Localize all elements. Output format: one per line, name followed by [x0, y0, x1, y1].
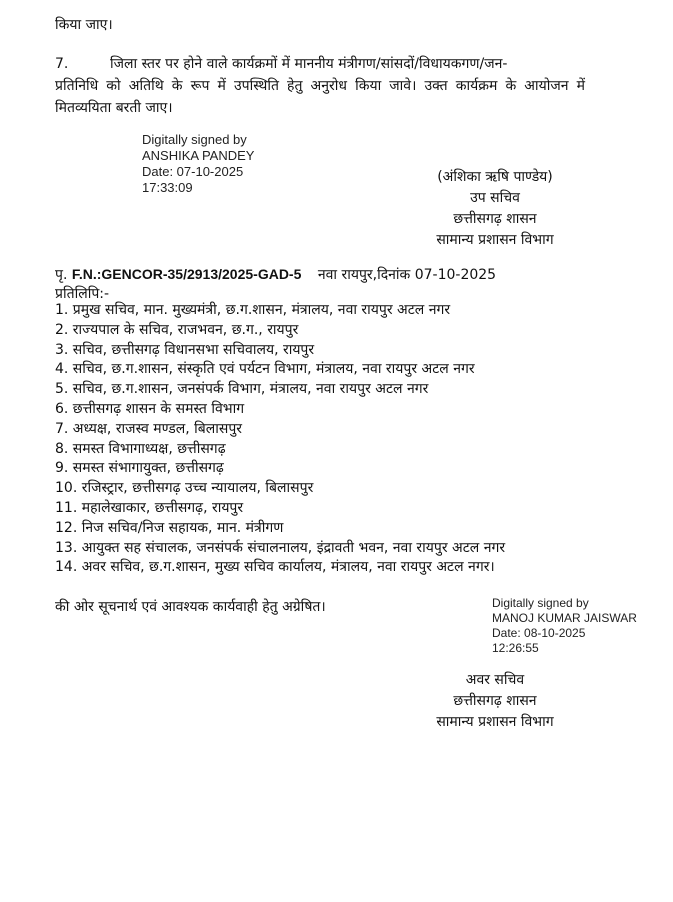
forward-note: की ओर सूचनार्थ एवं आवश्यक कार्यवाही हेतु अग्रेषित।: [55, 599, 326, 615]
copy-list-item: 3. सचिव, छत्तीसगढ़ विधानसभा सचिवालय, रायपुर: [55, 341, 315, 358]
copy-list-item: 11. महालेखाकार, छत्तीसगढ़, रायपुर: [55, 499, 244, 516]
signature-date: Date: 08-10-2025: [492, 626, 586, 640]
paragraph-first-line: जिला स्तर पर होने वाले कार्यक्रमों में माननीय मंत्रीगण/सांसदों/विधायकगण/जन-: [110, 56, 508, 72]
file-number: F.N.:GENCOR-35/2913/2025-GAD-5: [71, 266, 302, 282]
copy-list-item: 9. समस्त संभागायुक्त, छत्तीसगढ़: [55, 460, 224, 477]
signature-time: 17:33:09: [142, 180, 193, 195]
signature-date: Date: 07-10-2025: [142, 164, 244, 179]
signer-name: MANOJ KUMAR JAISWAR: [492, 611, 637, 625]
signatory-designation: अवर सचिव: [465, 672, 525, 688]
signatory-department: सामान्य प्रशासन विभाग: [436, 232, 554, 248]
copy-list-item: 14. अवर सचिव, छ.ग.शासन, मुख्य सचिव कार्यालय, मंत्रालय, नवा रायपुर अटल नगर।: [55, 559, 495, 576]
copy-list-item: 1. प्रमुख सचिव, मान. मुख्यमंत्री, छ.ग.शासन, मंत्रालय, नवा रायपुर अटल नगर: [55, 302, 451, 318]
signature-caption: Digitally signed by: [142, 132, 247, 147]
file-prefix: पृ.: [55, 267, 68, 283]
signatory-government: छत्तीसगढ़ शासन: [453, 211, 537, 227]
signature-time: 12:26:55: [492, 641, 539, 655]
copy-list: [55, 301, 505, 578]
signatory-block-1: [410, 167, 580, 251]
copy-heading: प्रतिलिपि:-: [55, 286, 110, 302]
digital-signature-2: [492, 596, 637, 656]
copy-list-item: 10. रजिस्ट्रार, छत्तीसगढ़ उच्च न्यायालय, बिलासपुर: [55, 480, 314, 497]
copy-list-item: 5. सचिव, छ.ग.शासन, जनसंपर्क विभाग, मंत्रालय, नवा रायपुर अटल नगर: [55, 381, 429, 398]
file-reference: [55, 263, 496, 286]
signatory-designation: उप सचिव: [470, 190, 520, 206]
paragraph-body: प्रतिनिधि को अतिथि के रूप में उपस्थिति हेतु अनुरोध किया जावे। उक्त कार्यक्रम के आयोजन में मितव्ययिता बरती जाए।: [55, 78, 585, 116]
copy-list-item: 2. राज्यपाल के सचिव, राजभवन, छ.ग., रायपुर: [55, 321, 299, 338]
signatory-government: छत्तीसगढ़ शासन: [453, 693, 537, 709]
copy-list-item: 13. आयुक्त सह संचालक, जनसंपर्क संचालनालय, इंद्रावती भवन, नवा रायपुर अटल नगर: [55, 539, 506, 556]
file-place-date: नवा रायपुर,दिनांक 07-10-2025: [317, 267, 497, 283]
paragraph-number: 7.: [55, 56, 69, 72]
signer-name: ANSHIKA PANDEY: [142, 148, 255, 163]
signatory-block-2: [410, 670, 580, 733]
continuation-text: किया जाए।: [55, 17, 113, 33]
copy-list-item: 4. सचिव, छ.ग.शासन, संस्कृति एवं पर्यटन विभाग, मंत्रालय, नवा रायपुर अटल नगर: [55, 361, 475, 378]
signatory-name: (अंशिका ऋषि पाण्डेय): [437, 169, 553, 185]
copy-list-item: 8. समस्त विभागाध्यक्ष, छत्तीसगढ़: [55, 440, 226, 457]
signature-caption: Digitally signed by: [492, 596, 589, 610]
copy-list-item: 7. अध्यक्ष, राजस्व मण्डल, बिलासपुर: [55, 420, 243, 437]
signatory-department: सामान्य प्रशासन विभाग: [436, 714, 554, 730]
digital-signature-1: [142, 132, 254, 196]
copy-list-item: 12. निज सचिव/निज सहायक, मान. मंत्रीगण: [55, 519, 284, 536]
copy-list-item: 6. छत्तीसगढ़ शासन के समस्त विभाग: [55, 400, 245, 417]
